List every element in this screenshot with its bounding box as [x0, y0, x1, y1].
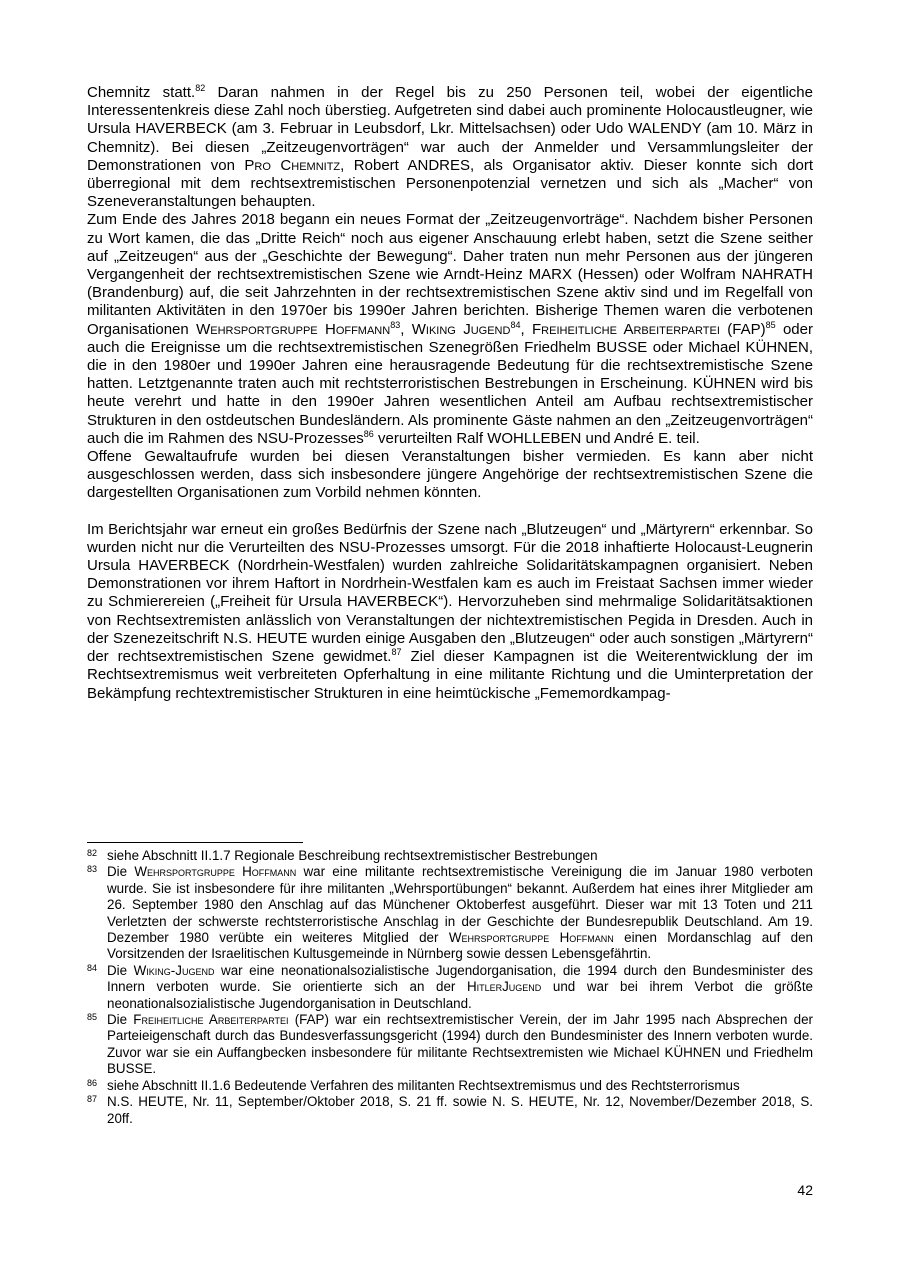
- org-name: Freiheitliche Arbeiterpartei: [133, 1012, 289, 1028]
- text-run: ,: [520, 320, 532, 338]
- footnote-87: [87, 1094, 813, 1127]
- org-name: Wehrsportgruppe Hoffmann: [196, 320, 391, 338]
- text-run: Chemnitz statt.: [87, 84, 196, 101]
- text-run: Im Berichtsjahr war erneut ein großes Bedürfnis der Szene nach „Blutzeugen“ und „Märtyrern“ erkennbar. So wurden nicht nur die Verurteilten des NSU-Prozesses umsorgt. Für die 2018 inhaftierte Holocaust-Leugnerin Ursula HAVERBECK (Nordrhein-Westfalen) wurden zahlreiche Solidaritätskampagnen organisiert. Neben Demonstrationen vor ihrem Haftort in Nordrhein-Westfalen kam es auch im Freistaat Sachsen immer wieder zu Schmierereien („Freiheit für Ursula HAVERBECK“). Hervorzuheben sind mehrmalige Solidaritätsaktionen von Rechtsextremisten anlässlich von Veranstaltungen der nichtextremistischen Pegida in Dresden. Auch in der Szenezeitschrift N.S. HEUTE wurden einige Ausgaben den „Blutzeugen“ oder auch sonstigen „Märtyrern“ der rechtsextremistischen Szene gewidmet.: [87, 520, 813, 666]
- text-run: ,: [400, 320, 412, 338]
- page-number: 42: [797, 1182, 813, 1198]
- footnote-ref-84[interactable]: 84: [510, 319, 521, 330]
- org-name: Wehrsportgruppe Hoffmann: [134, 864, 297, 880]
- footnote-number: 83: [87, 864, 98, 875]
- org-name: HitlerJugend: [466, 979, 542, 995]
- footnote-text: Die: [107, 864, 135, 880]
- text-run: Ziel dieser Kampagnen ist die Weiterentwicklung der im Rechtsextremismus weit verbreiteten Opferhaltung in eine militante Richtung und die Uminterpretation der Bekämpfung rechtextremistischer Strukturen in eine heimtückische „Fememordkampag-: [87, 648, 813, 702]
- org-name: Freiheitliche Arbeiterpartei: [532, 320, 720, 338]
- org-name: Pro Chemnitz: [244, 156, 341, 174]
- footnote-text: Die: [107, 1012, 134, 1028]
- footnote-separator: [87, 842, 303, 843]
- footnote-text: war eine militante rechtsextremistische Vereinigung die im Januar 1980 verboten wurde. Sie ist insbesondere für ihre militanten „Wehrsportübungen“ bekannt. Außerdem hat eines ihrer Mitglieder am 26. September 1980 den Anschlag auf das Münchener Oktoberfest ausgeführt. Dieser war mit 13 Toten und 211 Verletzten der schwerste rechtsterroristische Anschlag in der Geschichte der Bundesrepublik Deutschland. Am 19. Dezember 1980 verübte ein weiteres Mitglied der: [107, 864, 813, 946]
- footnote-text: und war bei ihrem Verbot die größte neonationalsozialistische Jugendorganisation in Deutschland.: [107, 979, 813, 1011]
- footnote-number: 86: [87, 1077, 98, 1088]
- footnotes: [87, 848, 813, 1127]
- footnote-86: [87, 1078, 813, 1094]
- footnote-text: N.S. HEUTE, Nr. 11, September/Oktober 2018, S. 21 ff. sowie N. S. HEUTE, Nr. 12, November/Dezember 2018, S. 20ff.: [107, 1094, 813, 1126]
- org-name: Wehrsportgruppe Hoffmann: [448, 930, 614, 946]
- footnote-82: [87, 848, 813, 864]
- text-run: Daran nahmen in der Regel bis zu 250 Personen teil, wobei der eigentliche Interessentenkreis diese Zahl noch überstieg. Aufgetreten sind dabei auch prominente Holocaustleugner, wie Ursula HAVERBECK (am 3. Februar in Leubsdorf, Lkr. Mittelsachsen) oder Udo WALENDY (am 10. März in Chemnitz). Bei diesen „Zeitzeugenvorträgen“ war auch der Anmelder und Versammlungsleiter der Demonstrationen von: [87, 84, 813, 174]
- footnote-text: Die: [107, 962, 134, 978]
- footnote-ref-87[interactable]: 87: [391, 647, 402, 658]
- footnote-text: war eine neonationalsozialistische Jugendorganisation, die 1994 durch den Bundesminister des Innern verboten wurde. Sie orientierte sich an der: [107, 962, 813, 995]
- paragraph-3: [87, 448, 813, 503]
- text-run: Offene Gewaltaufrufe wurden bei diesen Veranstaltungen bisher vermieden. Es kann aber nicht ausgeschlossen werden, dass sich insbesondere jüngere Angehörige der rechtsextremistischen Szene die dargestellten Organisationen zum Vorbild nehmen könnten.: [87, 448, 813, 502]
- text-run: (FAP): [719, 320, 766, 338]
- body-text: [87, 84, 813, 703]
- footnote-number: 85: [87, 1012, 98, 1023]
- paragraph-2: [87, 211, 813, 448]
- org-name: Wiking-Jugend: [133, 962, 215, 978]
- footnote-83: [87, 864, 813, 962]
- footnote-text: siehe Abschnitt II.1.7 Regionale Beschreibung rechtsextremistischer Bestrebungen: [107, 848, 598, 863]
- footnote-text: siehe Abschnitt II.1.6 Bedeutende Verfahren des militanten Rechtsextremismus und des Rechtsterrorismus: [107, 1077, 740, 1093]
- footnote-number: 82: [87, 848, 98, 858]
- text-run: Zum Ende des Jahres 2018 begann ein neues Format der „Zeitzeugenvorträge“. Nachdem bisher Personen zu Wort kamen, die das „Dritte Reich“ noch aus eigener Anschauung erlebt haben, setzt die Szene seither auf „Zeitzeugen“ aus der „Geschichte der Bewegung“. Daher traten nun mehr Personen aus der jüngeren Vergangenheit der rechtsextremistischen Szene wie Arndt-Heinz MARX (Hessen) oder Wolfram NAHRATH (Brandenburg) auf, die seit Jahrzehnten in der rechtsextremistischen Szene aktiv sind und im Regelfall von militanten Aktivitäten in den 1970er bis 1990er Jahren berichten. Bisherige Themen waren die verbotenen Organisationen: [87, 211, 813, 338]
- footnote-ref-82[interactable]: 82: [195, 83, 206, 93]
- footnote-text: (FAP) war ein rechtsextremistischer Verein, der im Jahr 1995 nach Absprechen der Parteieigenschaft durch das Bundesverfassungsgericht (1994) durch den Bundesminister des Innern verboten wurde. Zuvor war sie ein Auffangbecken insbesondere für militante Rechtsextremisten wie Michael KÜHNEN und Friedhelm BUSSE.: [107, 1012, 813, 1077]
- text-run: verurteilten Ralf WOHLLEBEN und André E. teil.: [373, 429, 700, 447]
- footnote-84: [87, 963, 813, 1012]
- footnote-ref-85[interactable]: 85: [765, 319, 776, 330]
- footnote-85: [87, 1012, 813, 1078]
- org-name: Wiking Jugend: [411, 320, 511, 338]
- footnote-text: einen Mordanschlag auf den Vorsitzenden der Israelitischen Kultusgemeinde in Nürnberg sowie dessen Lebensgefährtin.: [107, 930, 813, 962]
- footnote-ref-83[interactable]: 83: [390, 319, 401, 330]
- paragraph-4: [87, 521, 813, 703]
- text-run: oder auch die Ereignisse um die rechtsextremistischen Szenegrößen Friedhelm BUSSE oder Michael KÜHNEN, die in den 1980er und 1990er Jahren eine herausragende Bedeutung für die rechtsextremistische Szene hatten. Letztgenannte traten auch mit rechtsterroristischen Bestrebungen in Erscheinung. KÜHNEN wird bis heute verehrt und hatte in den 1990er Jahren wesentlichen Anteil am Aufbau rechtsextremistischer Strukturen in den ostdeutschen Bundesländern. Als prominente Gäste nahmen an den „Zeitzeugenvorträgen“ auch die im Rahmen des NSU-Prozesses: [87, 320, 813, 447]
- footnote-number: 84: [87, 962, 98, 973]
- footnote-number: 87: [87, 1094, 98, 1105]
- paragraph-1: [87, 84, 813, 211]
- footnote-ref-86[interactable]: 86: [363, 428, 374, 439]
- text-run: , Robert ANDRES, als Organisator aktiv. Dieser konnte sich dort überregional mit dem rechtsextremistischen Personenpotenzial vernetzen und sich als „Macher“ von Szeneveranstaltungen behaupten.: [87, 156, 813, 211]
